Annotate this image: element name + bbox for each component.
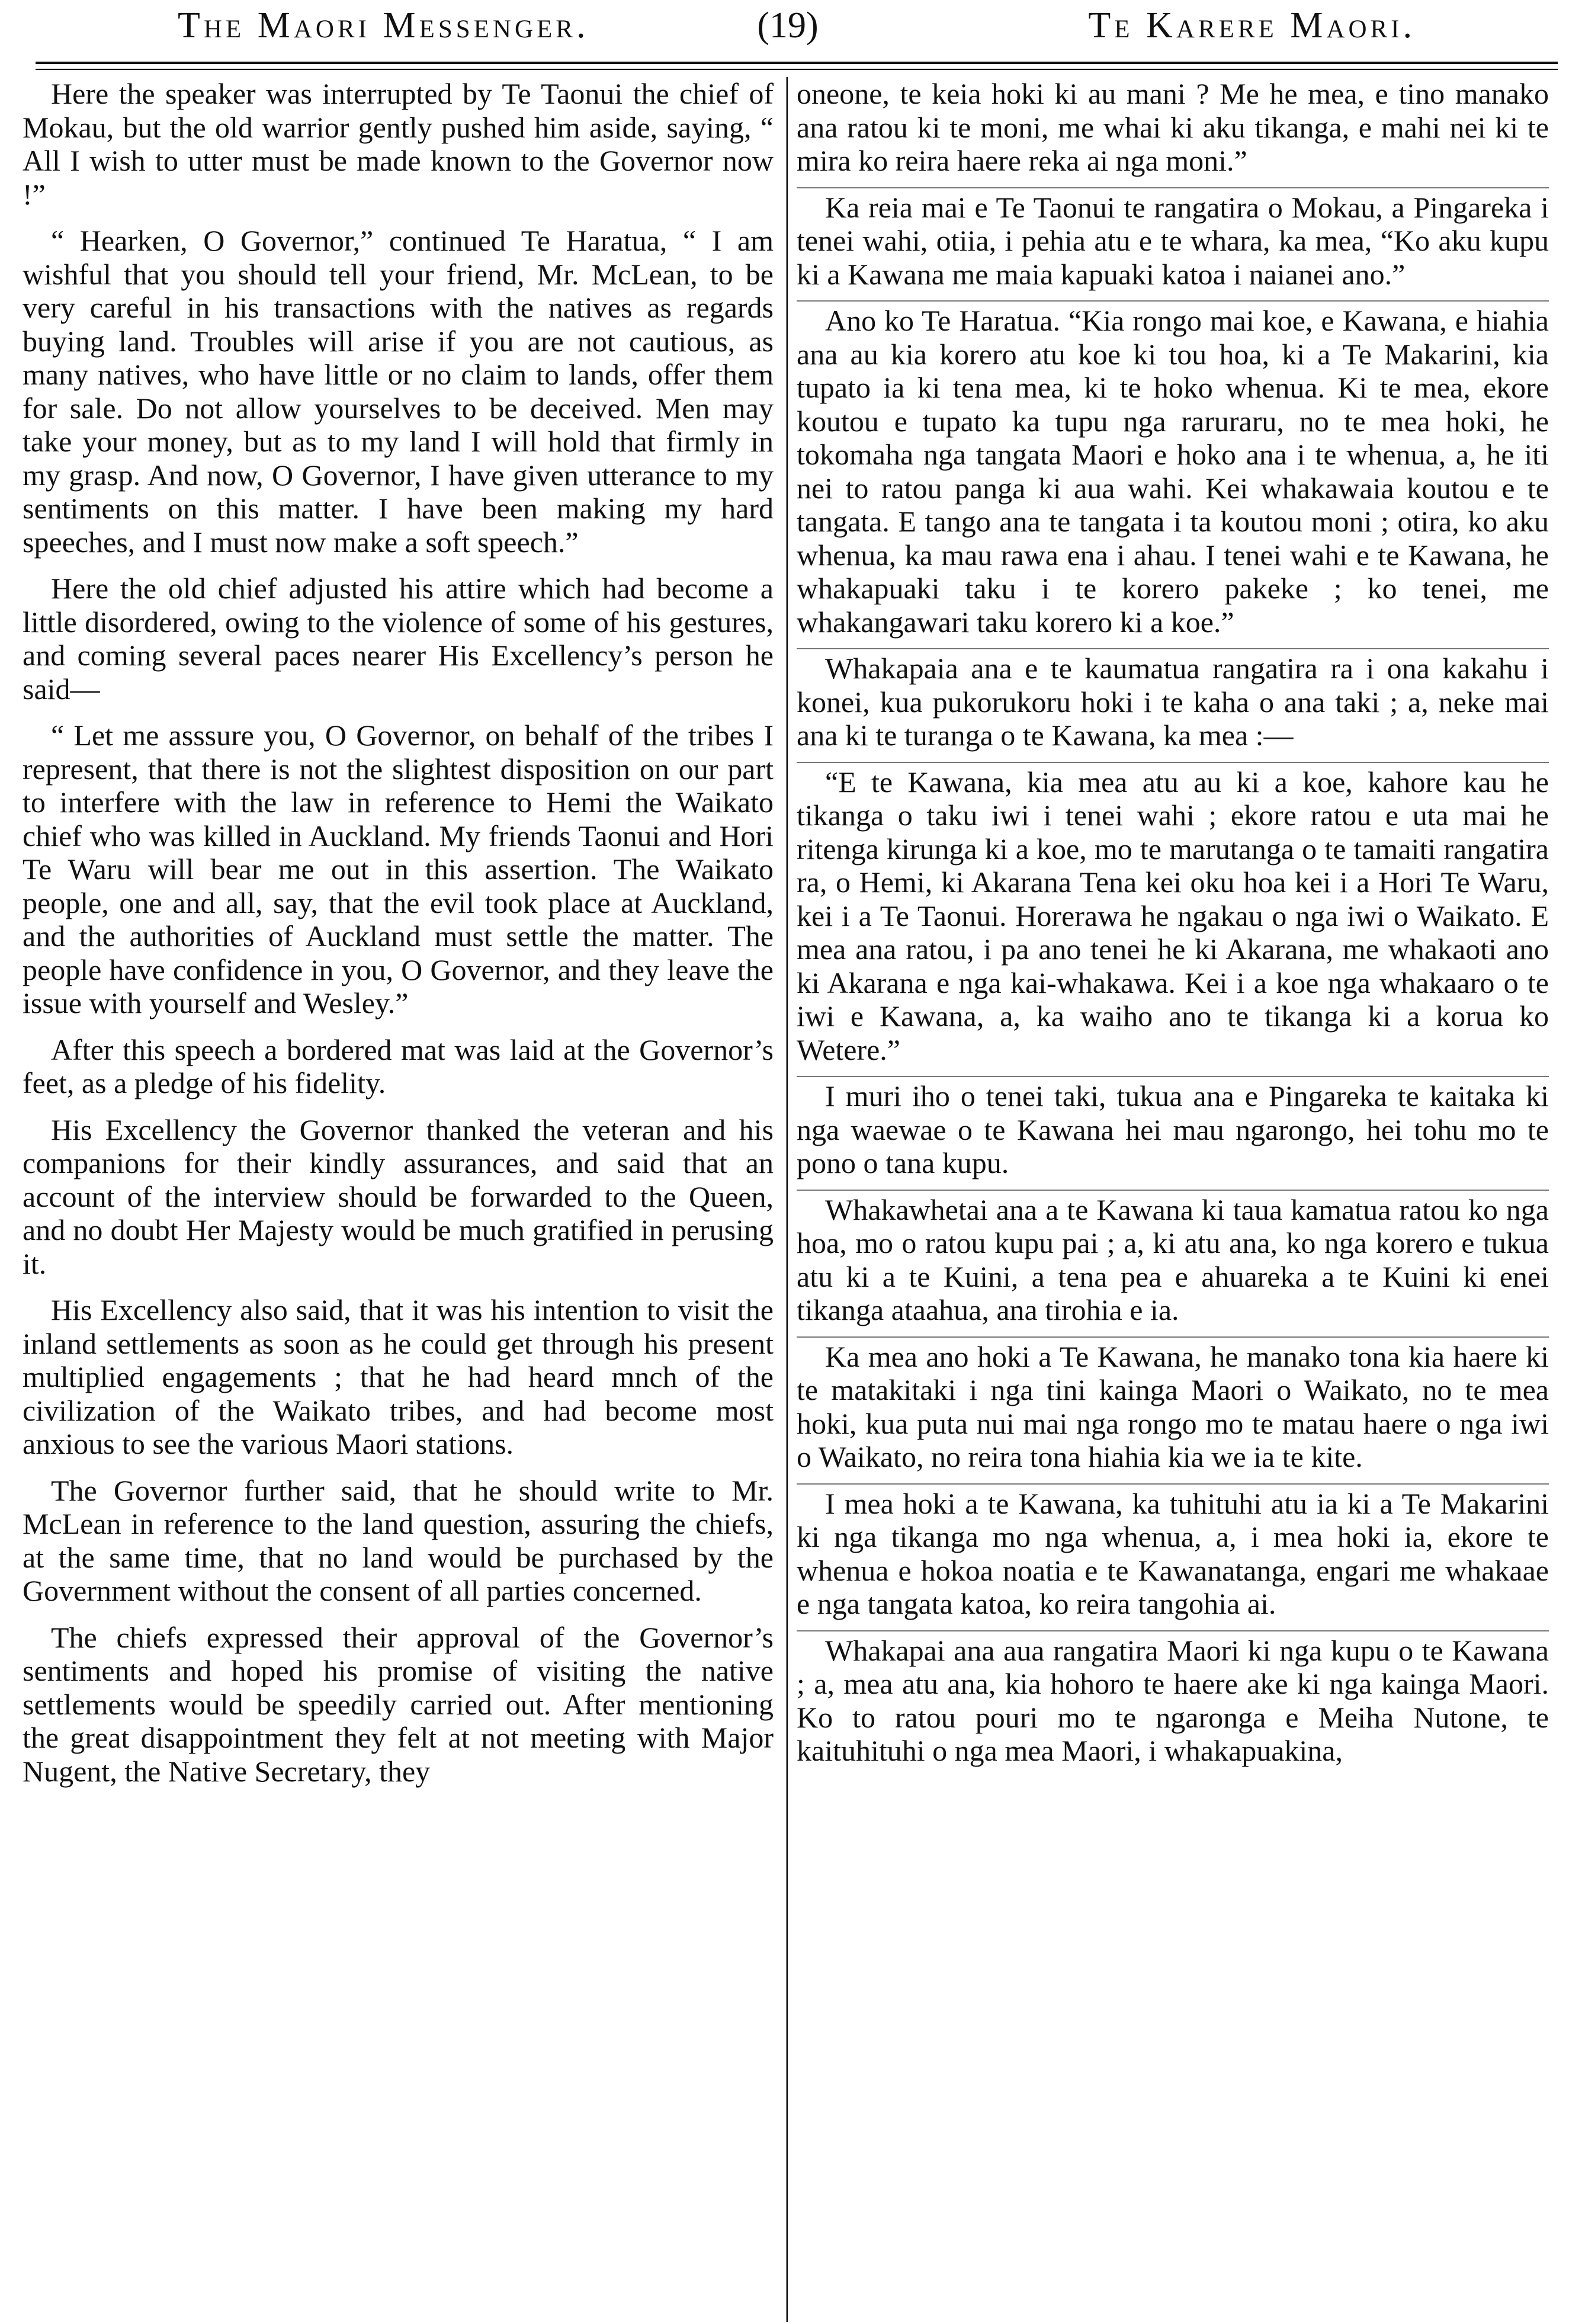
maori-paragraph: “E te Kawana, kia mea atu au ki a koe, kahore kau he tikanga o taku iwi i tenei wahi ; ekore ratou e uta mai he ritenga kirunga ki a koe, mo te marutanga o te tamaiti rangatira ra, o Hemi, ki Akarana Tena kei oku hoa kei i a Hori Te Waru, kei i a Te Taonui. Horerawa he ngakau o nga iwi o Waikato. E mea ana ratou, i pa ano tenei he ki Akarana, me whakaoti ano ki Akarana e nga kai-whakawa. Kei i a koe nga whakaaro o te iwi e Kawana, a, ka waiho ano te tikanga ki a korua ko Wetere.”: [797, 762, 1549, 1067]
maori-paragraph: Ano ko Te Haratua. “Kia rongo mai koe, e Kawana, e hiahia ana au kia korero atu koe ki tou hoa, ki a Te Makarini, kia tupato ia ki tena mea, ki te hoko whenua. Ki te mea, ekore koutou e tupato ka tupu nga raruraru, no te mea hoki, he tokomaha nga tangata Maori e hoko ana i te whenua, a, he iti nei to ratou panga ki aua wahi. Kei whakawaia koutou e te tangata. E tango ana te tangata i ta koutou moni ; otira, ko aku whenua, ka mau rawa ena i ahau. I tenei wahi e te Kawana, he whakapuaki taku i te korero pakeke ; ko tenei, me whakangawari taku korero ki a koe.”: [797, 300, 1549, 639]
header-rule: [36, 62, 1558, 64]
maori-paragraph: I muri iho o tenei taki, tukua ana e Pingareka te kaitaka ki nga waewae o te Kawana hei mau ngarongo, hei tohu mo te pono o tana kupu.: [797, 1076, 1549, 1180]
english-title: The Maori Messenger.: [178, 5, 589, 46]
english-paragraph: The Governor further said, that he should write to Mr. McLean in reference to the land question, assuring the chiefs, at the same time, that no land would be purchased by the Government without the consent of all parties concerned.: [23, 1473, 774, 1607]
maori-title: Te Karere Maori.: [1088, 5, 1416, 46]
maori-paragraph: I mea hoki a te Kawana, ka tuhituhi atu ia ki a Te Makarini ki nga tikanga mo nga whenua, a, i mea hoki ia, ekore te whenua e hokoa noatia e te Kawanatanga, engari me whakaae e nga tangata katoa, ko reira tangohia ai.: [797, 1483, 1549, 1621]
header-rule-thin: [36, 69, 1558, 70]
maori-paragraph: Whakapai ana aua rangatira Maori ki nga kupu o te Kawana ; a, mea atu ana, kia hohoro te haere ake ki nga kainga Maori. Ko to ratou pouri mo te ngaronga e Meiha Nutone, te kaituhituhi o nga mea Maori, i whakapuakina,: [797, 1630, 1549, 1768]
english-paragraph: Here the old chief adjusted his attire which had become a little disordered, owing to the violence of some of his gestures, and coming several paces nearer His Excellency’s person he said—: [23, 572, 774, 706]
english-paragraph: “ Let me asssure you, O Governor, on behalf of the tribes I represent, that there is not the slightest disposition on our part to interfere with the law in reference to Hemi the Waikato chief who was killed in Auckland. My friends Taonui and Hori Te Waru will bear me out in this assertion. The Waikato people, one and all, say, that the evil took place at Auckland, and the authorities of Auckland must settle the matter. The people have confidence in you, O Governor, and they leave the issue with yourself and Wesley.”: [23, 719, 774, 1020]
maori-paragraph: Whakapaia ana e te kaumatua rangatira ra i ona kakahu i konei, kua pukorukoru hoki i te kaha o ana taki ; a, neke mai ana ki te turanga o te Kawana, ka mea :—: [797, 648, 1549, 752]
maori-paragraph-continued: oneone, te keia hoki ki au mani ? Me he mea, e tino manako ana ratou ki te moni, me whai ki aku tikanga, e mahi nei ki te mira ko reira haere reka ai nga moni.”: [797, 77, 1549, 177]
english-paragraph: His Excellency the Governor thanked the veteran and his companions for their kindly assurances, and said that an account of the interview should be forwarded to the Queen, and no doubt Her Majesty would be much gratified in perusing it.: [23, 1113, 774, 1280]
maori-paragraph: Ka mea ano hoki a Te Kawana, he manako tona kia haere ki te matakitaki i nga tini kainga Maori o Waikato, no te mea hoki, kua puta nui mai nga rongo mo te matau haere o nga iwi o Waikato, no reira tona hiahia kia we ia te kite.: [797, 1336, 1549, 1474]
page-header: [36, 0, 1540, 65]
page-number: (19): [757, 5, 819, 46]
english-paragraph: After this speech a bordered mat was laid at the Governor’s feet, as a pledge of his fidelity.: [23, 1033, 774, 1100]
maori-column: [797, 77, 1549, 2322]
english-column: [23, 77, 774, 2322]
english-paragraph: The chiefs expressed their approval of the Governor’s sentiments and hoped his promise of visiting the native settlements would be speedily carried out. After mentioning the great disappointment they felt at not meeting with Major Nugent, the Native Secretary, they: [23, 1620, 774, 1788]
maori-paragraph: Whakawhetai ana a te Kawana ki taua kamatua ratou ko nga hoa, mo o ratou kupu pai ; a, ki atu ana, ko nga korero e tukua atu ki a te Kuini, a tena pea e ahuareka a te Kuini ki enei tikanga ataahua, ana tirohia e ia.: [797, 1190, 1549, 1327]
english-paragraph: Here the speaker was interrupted by Te Taonui the chief of Mokau, but the old warrior gently pushed him aside, saying, “ All I wish to utter must be made known to the Governor now !”: [23, 77, 774, 211]
english-paragraph: “ Hearken, O Governor,” continued Te Haratua, “ I am wishful that you should tell your friend, Mr. McLean, to be very careful in his transactions with the natives as regards buying land. Troubles will arise if you are not cautious, as many natives, who have little or no claim to lands, offer them for sale. Do not allow yourselves to be deceived. Men may take your money, but as to my land I will hold that firmly in my grasp. And now, O Governor, I have given utterance to my sentiments on this matter. I have been making my hard speeches, and I must now make a soft speech.”: [23, 224, 774, 559]
column-divider: [786, 77, 788, 2322]
english-paragraph: His Excellency also said, that it was his intention to visit the inland settlements as soon as he could get through his present multiplied engagements ; that he had heard mnch of the civilization of the Waikato tribes, and had become most anxious to see the various Maori stations.: [23, 1293, 774, 1460]
maori-paragraph: Ka reia mai e Te Taonui te rangatira o Mokau, a Pingareka i tenei wahi, otiia, i pehia atu e te whara, ka mea, “Ko aku kupu ki a Kawana me maia kapuaki katoa i naianei ano.”: [797, 187, 1549, 291]
